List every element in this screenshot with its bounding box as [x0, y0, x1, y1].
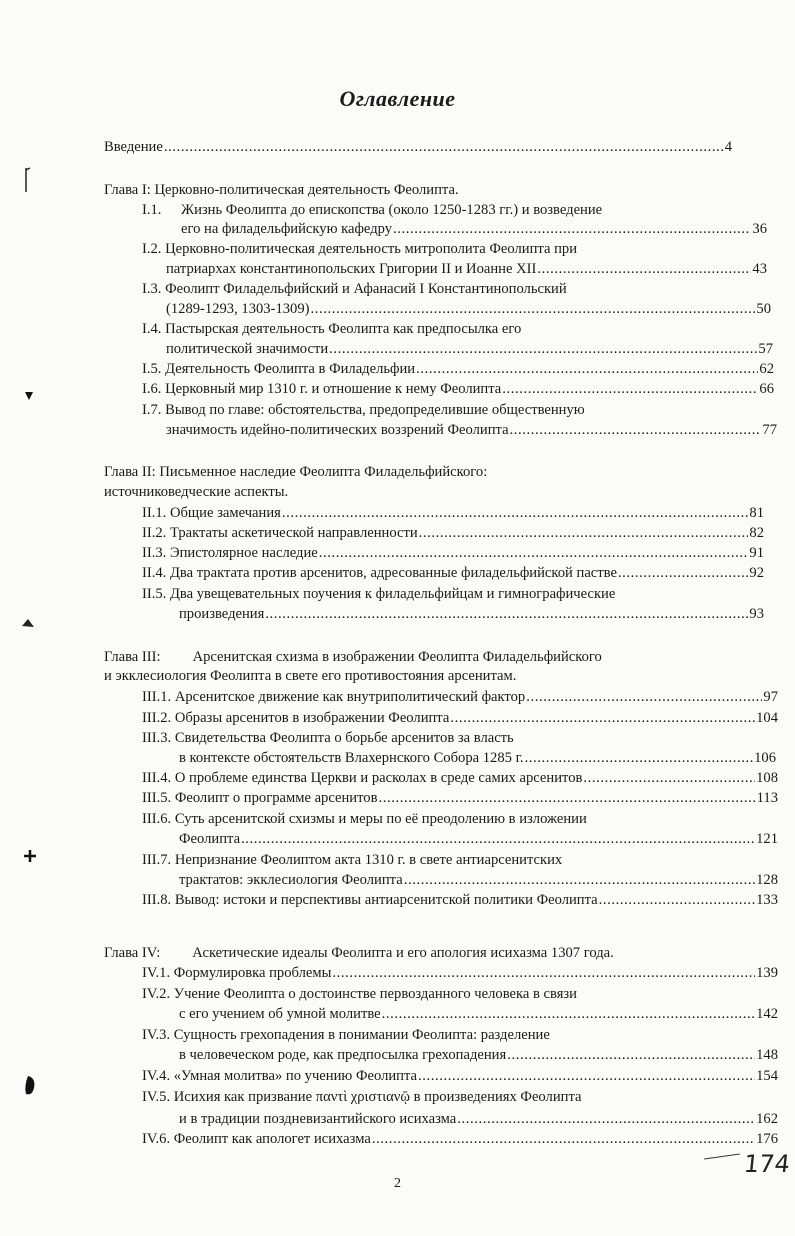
toc-item-1-4[interactable]: I.4. Пастырская деятельность Феолипта как предпосылка его — [142, 321, 522, 337]
toc-page: 36 — [752, 221, 767, 237]
toc-page: 176 — [756, 1131, 778, 1147]
toc-item-3-1[interactable]: III.1. Арсенитское движение как внутриполитический фактор ..... 97 — [142, 688, 778, 706]
toc-item-3-6[interactable]: III.6. Суть арсенитской схизмы и меры по её преодолению в изложении — [142, 811, 587, 827]
toc-item-1-2-cont[interactable]: патриархах константинопольских Григории II и Иоанне XII ..... 43 — [166, 260, 767, 278]
margin-mark-3 — [20, 616, 36, 630]
toc-item-1-1-num: I.1. — [142, 202, 162, 218]
toc-page: 106 — [754, 750, 776, 766]
toc-item-1-1-cont[interactable]: его на филадельфийскую кафедру ..... 36 — [181, 220, 767, 238]
toc-item-3-5[interactable]: III.5. Феолипт о программе арсенитов ..... 113 — [142, 789, 778, 807]
margin-mark-1 — [20, 166, 32, 194]
toc-page: 148 — [756, 1047, 778, 1063]
chapter-3-heading — [104, 648, 602, 666]
toc-item-2-1[interactable]: II.1. Общие замечания ..... 81 — [142, 504, 764, 522]
chapter-3-title: Арсенитская схизма в изображении Феолипта Филадельфийского — [192, 649, 602, 665]
toc-item-4-3-cont[interactable]: в человеческом роде, как предпосылка грехопадения ..... 148 — [179, 1046, 778, 1064]
toc-item-4-4[interactable]: IV.4. «Умная молитва» по учению Феолипта ..... 154 — [142, 1067, 778, 1085]
toc-item-3-6-cont[interactable]: Феолипта ..... 121 — [179, 830, 778, 848]
chapter-3-label: Глава III: — [104, 649, 161, 665]
toc-page: 77 — [762, 422, 777, 438]
toc-page: 81 — [749, 505, 764, 521]
handwritten-number: 174 — [742, 1150, 792, 1178]
toc-page: 4 — [724, 139, 732, 155]
toc-page: 50 — [756, 301, 771, 317]
chapter-4-title: Аскетические идеалы Феолипта и его апология исихазма 1307 года. — [192, 945, 614, 961]
page-number: 2 — [394, 1176, 401, 1191]
toc-item-2-5-cont[interactable]: произведения ..... 93 — [179, 605, 764, 623]
toc-page: 162 — [756, 1111, 778, 1127]
toc-item-2-5[interactable]: II.5. Два увещевательных поучения к филадельфийцам и гимнографические — [142, 586, 616, 602]
toc-page: 57 — [758, 341, 773, 357]
chapter-1-heading: Глава I: Церковно-политическая деятельность Феолипта. — [104, 182, 459, 198]
toc-item-2-4[interactable]: II.4. Два трактата против арсенитов, адресованные филадельфийской пастве ..... 92 — [142, 564, 764, 582]
toc-page: 62 — [759, 361, 774, 377]
toc-page: 43 — [752, 261, 767, 277]
margin-mark-5 — [22, 1074, 38, 1098]
toc-page: 108 — [756, 770, 778, 786]
page-title: Оглавление — [339, 86, 456, 111]
toc-intro[interactable] — [104, 138, 732, 156]
toc-item-1-4-cont[interactable]: политической значимости ..... 57 — [166, 340, 773, 358]
toc-page: 154 — [756, 1068, 778, 1084]
toc-item-1-2[interactable]: I.2. Церковно-политическая деятельность митрополита Феолипта при — [142, 241, 578, 257]
toc-item-4-1[interactable]: IV.1. Формулировка проблемы ..... 139 — [142, 964, 778, 982]
toc-item-1-3[interactable]: I.3. Феолипт Филадельфийский и Афанасий I Константинопольский — [142, 281, 567, 297]
toc-page: 139 — [756, 965, 778, 981]
margin-mark-2 — [22, 388, 36, 402]
toc-page: 104 — [756, 710, 778, 726]
toc-item-2-2[interactable]: II.2. Трактаты аскетической направленности ..... 82 — [142, 524, 764, 542]
toc-item-2-3[interactable]: II.3. Эпистолярное наследие ..... 91 — [142, 544, 764, 562]
toc-item-4-2[interactable]: IV.2. Учение Феолипта о достоинстве первозданного человека в связи — [142, 986, 577, 1002]
toc-page: 113 — [756, 790, 778, 806]
toc-item-3-8[interactable]: III.8. Вывод: истоки и перспективы антиарсенитской политики Феолипта ..... 133 — [142, 891, 778, 909]
toc-page: 91 — [749, 545, 764, 561]
toc-item-3-3[interactable]: III.3. Свидетельства Феолипта о борьбе арсенитов за власть — [142, 730, 514, 746]
toc-item-1-1[interactable]: Жизнь Феолипта до епископства (около 1250-1283 гг.) и возведение — [181, 202, 603, 218]
margin-mark-4 — [22, 848, 38, 864]
toc-item-1-3-cont[interactable]: (1289-1293, 1303-1309) ..... 50 — [166, 300, 771, 318]
toc-item-4-3[interactable]: IV.3. Сущность грехопадения в понимании Феолипта: разделение — [142, 1027, 550, 1043]
chapter-4-heading — [104, 944, 614, 962]
toc-item-1-6[interactable]: I.6. Церковный мир 1310 г. и отношение к нему Феолипта ..... 66 — [142, 380, 774, 398]
toc-page: 92 — [749, 565, 764, 581]
toc-item-3-4[interactable]: III.4. О проблеме единства Церкви и расколах в среде самих арсенитов ..... 108 — [142, 769, 778, 787]
toc-item-3-2[interactable]: III.2. Образы арсенитов в изображении Феолипта ..... 104 — [142, 709, 778, 727]
chapter-2-heading-cont: источниковедческие аспекты. — [104, 484, 289, 500]
toc-item-1-5[interactable]: I.5. Деятельность Феолипта в Филадельфии ..... 62 — [142, 360, 774, 378]
toc-item-1-7-cont[interactable]: значимость идейно-политических воззрений Феолипта ..... 77 — [166, 421, 777, 439]
toc-item-3-3-cont[interactable]: в контексте обстоятельств Влахернского Собора 1285 г. ..... 106 — [179, 749, 776, 767]
chapter-3-heading-cont: и экклесиология Феолипта в свете его противостояния арсенитам. — [104, 668, 517, 684]
toc-page: 128 — [756, 872, 778, 888]
handwritten-stroke — [704, 1153, 740, 1159]
toc-item-3-7[interactable]: III.7. Непризнание Феолиптом акта 1310 г. в свете антиарсенитских — [142, 852, 563, 868]
toc-page: 142 — [756, 1006, 778, 1022]
toc-item-4-5-cont[interactable]: и в традиции поздневизантийского исихазма ..... 162 — [179, 1110, 778, 1128]
toc-page: 97 — [763, 689, 778, 705]
chapter-4-label: Глава IV: — [104, 945, 161, 961]
toc-page: 121 — [756, 831, 778, 847]
toc-item-4-5[interactable]: IV.5. Исихия как призвание παντὶ χριστιανῷ в произведениях Феолипта — [142, 1089, 582, 1105]
toc-page: 133 — [756, 892, 778, 908]
toc-page: 66 — [759, 381, 774, 397]
toc-item-1-7[interactable]: I.7. Вывод по главе: обстоятельства, предопределившие общественную — [142, 402, 585, 418]
toc-item-4-6[interactable]: IV.6. Феолипт как апологет исихазма ..... 176 — [142, 1130, 778, 1148]
toc-item-3-7-cont[interactable]: трактатов: экклесиология Феолипта ..... 128 — [179, 871, 778, 889]
toc-item-4-2-cont[interactable]: с его учением об умной молитве ..... 142 — [179, 1005, 778, 1023]
chapter-2-heading: Глава II: Письменное наследие Феолипта Филадельфийского: — [104, 464, 488, 480]
toc-page: 82 — [749, 525, 764, 541]
toc-page: 93 — [749, 606, 764, 622]
toc-label: Введение — [104, 139, 163, 155]
